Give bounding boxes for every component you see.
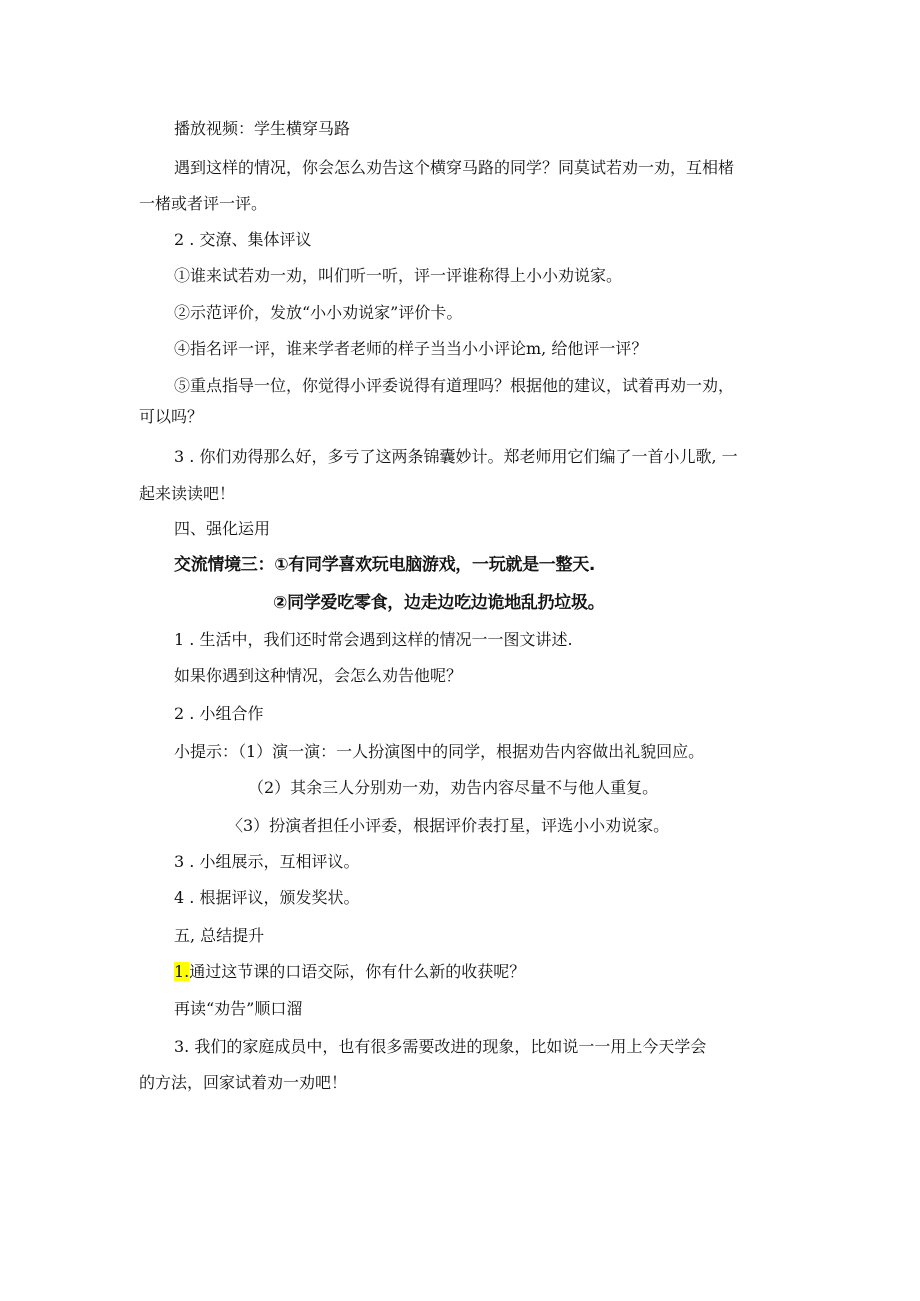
section-item: 3 . 小组展示，互相评议。 [174, 852, 360, 871]
text-line: 〈3）扮演者担任小评委，根据评价表打星，评选小小劝说家。 [227, 816, 670, 835]
text-line: 遇到这样的情况，你会怎么劝告这个横穿马路的同学？同莫试若劝一劝，互相楮 [174, 158, 735, 177]
section-item: 2 . 小组合作 [174, 704, 264, 723]
section-item [174, 961, 525, 983]
text-line: 起来读读吧！ [139, 484, 236, 503]
text-line: （2）其余三人分别劝一劝，劝告内容尽量不与他人重复。 [248, 778, 659, 797]
text-line: 通过这节课的口语交际，你有什么新的收获呢？ [189, 962, 526, 981]
scenario-heading: 交流情境三：①有同学喜欢玩电脑游戏，一玩就是一整天. [174, 555, 596, 575]
text-line: ④指名评一评，谁来学者老师的样子当当小小评论m, 给他评一评？ [174, 339, 648, 358]
text-line: 可以吗？ [139, 407, 204, 426]
section-heading: 四、强化运用 [174, 519, 271, 538]
text-line: 如果你遇到这种情况，会怎么劝告他呢？ [174, 666, 463, 685]
text-line: 再读“劝告”顺口溜 [174, 999, 303, 1018]
section-item: 3. 我们的家庭成员中，也有很多需要改进的现象，比如说一一用上今天学会 [174, 1037, 707, 1056]
section-item: 2 . 交潦、集体评议 [174, 230, 312, 249]
section-item: 4 . 根据评议，颁发奖状。 [174, 888, 360, 907]
text-line: 一楮或者评一评。 [139, 194, 268, 213]
text-line: ①谁来试若劝一劝，叫们听一听，评一评谁称得上小小劝说家。 [174, 266, 623, 285]
section-heading: 五, 总结提升 [174, 926, 265, 945]
section-item: 1 . 生活中，我们还时常会遇到这样的情况一一图文讲述. [174, 630, 573, 649]
scenario-heading: ②同学爱吃零食，边走边吃边诡地乱扔垃圾。 [273, 593, 605, 613]
text-line: ②示范评价，发放“小小劝说家”评价卡。 [174, 303, 463, 322]
text-line: 小提示：（1）演一演：一人扮演图中的同学，根据劝告内容做出礼貌回应。 [174, 742, 705, 761]
text-line: 的方法，回家试着劝一劝吧！ [139, 1073, 348, 1092]
highlighted-number: 1. [174, 962, 190, 981]
section-item: 3 . 你们劝得那么好，多亏了这两条锦囊妙计。郑老师用它们编了一首小儿歌, 一 [174, 447, 738, 466]
text-line: 播放视频：学生横穿马路 [174, 119, 351, 138]
text-line: ⑤重点指导一位，你觉得小评委说得有道理吗？根据他的建议，试着再劝一劝， [174, 376, 735, 395]
